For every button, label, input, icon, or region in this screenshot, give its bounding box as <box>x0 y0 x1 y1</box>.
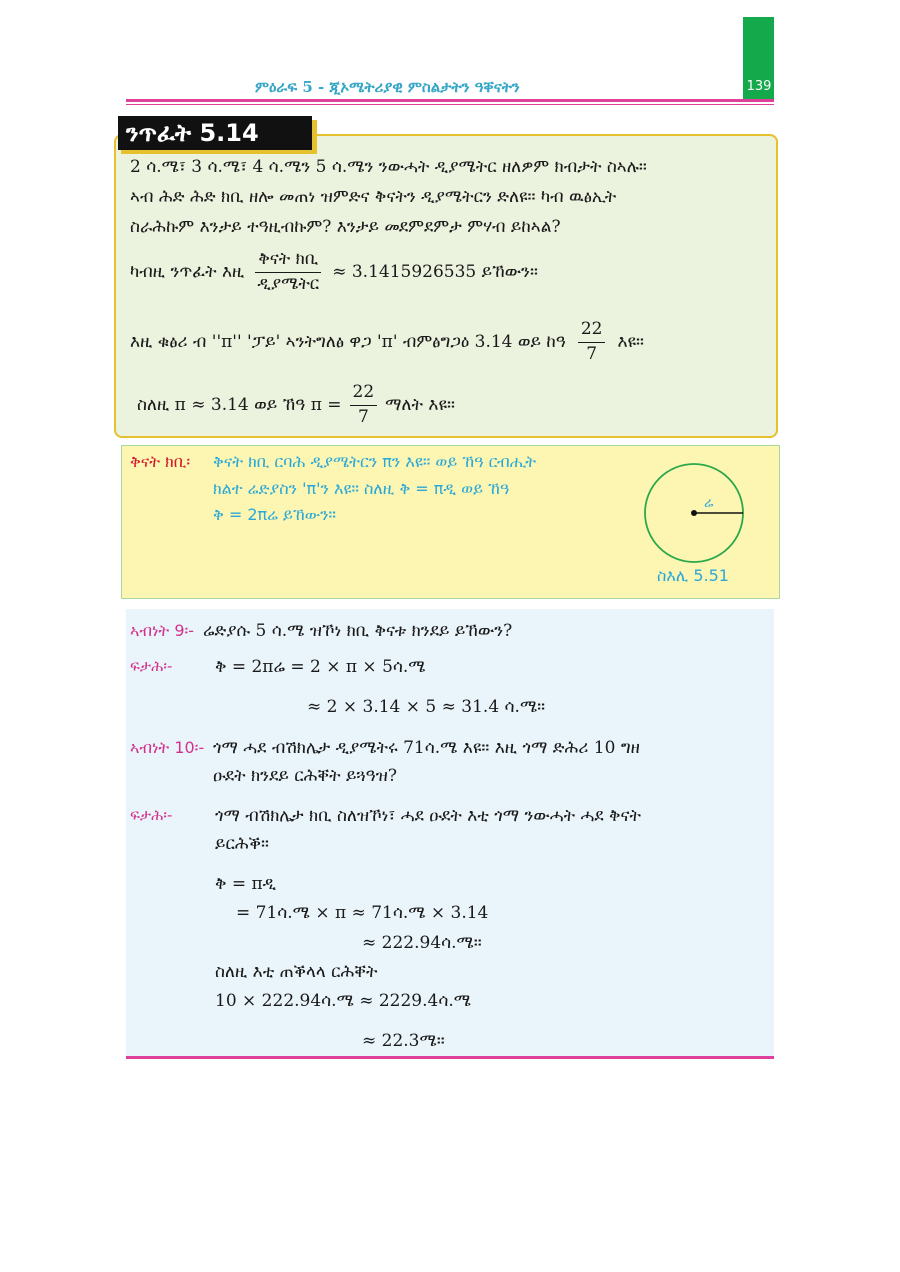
header-rule-pink <box>126 99 774 102</box>
definition-line-1: ቅናት ክቢ ርባሕ ዲያሜትርን πን እዩ። ወይ ኸዓ ርብሒት <box>213 452 537 471</box>
activity-title <box>118 116 312 150</box>
chapter-title: ምዕራፍ 5 - ጂኦሜትሪያዊ ምስልታትን ዓቐናትን <box>255 78 520 96</box>
definition-line-2: ክልተ ሬድያስን 'π'ን እዩ። ስለዚ ቅ = πዲ ወይ ኸዓ <box>213 479 510 498</box>
example-9-step-1: ቅ = 2πሬ = 2 × π × 5ሳ.ሜ <box>215 657 426 677</box>
therefore-prefix: ስለዚ π ≈ 3.14 ወይ ኸዓ π = <box>137 395 342 416</box>
examples-bottom-rule <box>126 1056 774 1059</box>
example-10-question-line-2: ዑደት ክንደይ ርሕቐት ይጓዓዝ? <box>213 766 397 786</box>
ratio-numerator: ቅናት ክቢ <box>255 250 321 273</box>
pi-fraction-numerator: 22 <box>578 320 606 343</box>
header-rule-pink-thin <box>126 104 774 105</box>
example-9-question: ሬድያሱ 5 ሳ.ሜ ዝኾነ ክቢ ቅናቱ ክንደይ ይኸውን? <box>203 621 513 641</box>
center-point <box>691 510 697 516</box>
solution-label-2: ፍታሕ፡- <box>130 806 173 824</box>
example-10-step-2: = 71ሳ.ሜ × π ≈ 71ሳ.ሜ × 3.14 <box>236 903 489 923</box>
example-9-step-2: ≈ 2 × 3.14 × 5 ≈ 31.4 ሳ.ሜ። <box>307 697 546 717</box>
example-10-step-3: ≈ 222.94ሳ.ሜ። <box>362 933 482 953</box>
pi-fraction <box>578 320 606 364</box>
example-10-label: ኣብነት 10፡- <box>130 738 205 757</box>
example-10-solution-line-2: ይርሕቕ። <box>215 834 269 854</box>
example-10-step-1: ቅ = πዲ <box>215 874 277 894</box>
ratio-denominator: ዲያሜትር <box>257 273 320 294</box>
activity-text-line-1: 2 ሳ.ሜ፣ 3 ሳ.ሜ፣ 4 ሳ.ሜን 5 ሳ.ሜን ንውሓት ዲያሜትር ዘለዎም ክብታት ስኣሉ። <box>130 157 647 177</box>
figure-caption: ስእሊ 5.51 <box>657 566 729 585</box>
therefore-denominator: 7 <box>357 406 369 427</box>
ratio-prefix: ካብዚ ንጥፈት እዚ <box>130 262 245 283</box>
activity-text-line-3: ስራሕኩም እንታይ ተዓዚብኩም? እንታይ መደምደምታ ምሃብ ይከኣል? <box>130 217 561 237</box>
radius-label: ሬ <box>704 495 714 511</box>
therefore-fraction <box>350 383 378 427</box>
activity-text-line-2: ኣብ ሕድ ሕድ ክቢ ዘሎ መጠነ ዝምድና ቅናትን ዲያሜትርን ድለዩ። ካብ ዉፅኢት <box>130 187 617 207</box>
definition-term: ቅናት ክቢ፡ <box>130 452 191 471</box>
example-10-step-6: ≈ 22.3ሜ። <box>362 1031 445 1051</box>
therefore-end: ማለት እዩ። <box>385 395 455 416</box>
example-9-label: ኣብነት 9፡- <box>130 621 195 640</box>
pi-line-end: እዩ። <box>617 332 644 353</box>
pi-fraction-denominator: 7 <box>586 343 598 364</box>
example-10-step-4: ስለዚ እቲ ጠቕላላ ርሕቐት <box>215 962 378 982</box>
solution-label-1: ፍታሕ፡- <box>130 657 173 675</box>
therefore-numerator: 22 <box>350 383 378 406</box>
example-10-step-5: 10 × 222.94ሳ.ሜ ≈ 2229.4ሳ.ሜ <box>215 991 471 1011</box>
example-10-question-line-1: ጎማ ሓደ ብሽክሌታ ዲያሜትሩ 71ሳ.ሜ እዩ። እዚ ጎማ ድሕሪ 10 ግዘ <box>213 738 640 758</box>
ratio-value: ≈ 3.1415926535 ይኸውን። <box>332 262 538 283</box>
circle-figure <box>640 455 750 570</box>
pi-line-text: እዚ ቁፅሪ ብ ''π'' 'ፓይ' ኣንትግለፅ ዋጋ 'π' ብምፅግጋዕ 3.14 ወይ ከዓ <box>130 332 566 353</box>
page-number: 139 <box>746 79 772 94</box>
ratio-line <box>130 250 538 294</box>
therefore-line <box>137 383 455 427</box>
definition-line-3: ቅ = 2πሬ ይኸውን። <box>213 505 336 524</box>
activity-title-text: ንጥፈት 5.14 <box>126 119 259 147</box>
ratio-fraction <box>254 250 322 294</box>
example-10-solution-line-1: ጎማ ብሽክሌታ ክቢ ስለዝኾነ፣ ሓደ ዑደት እቲ ጎማ ንውሓት ሓደ ቅናት <box>215 806 641 826</box>
pi-line <box>130 320 644 364</box>
